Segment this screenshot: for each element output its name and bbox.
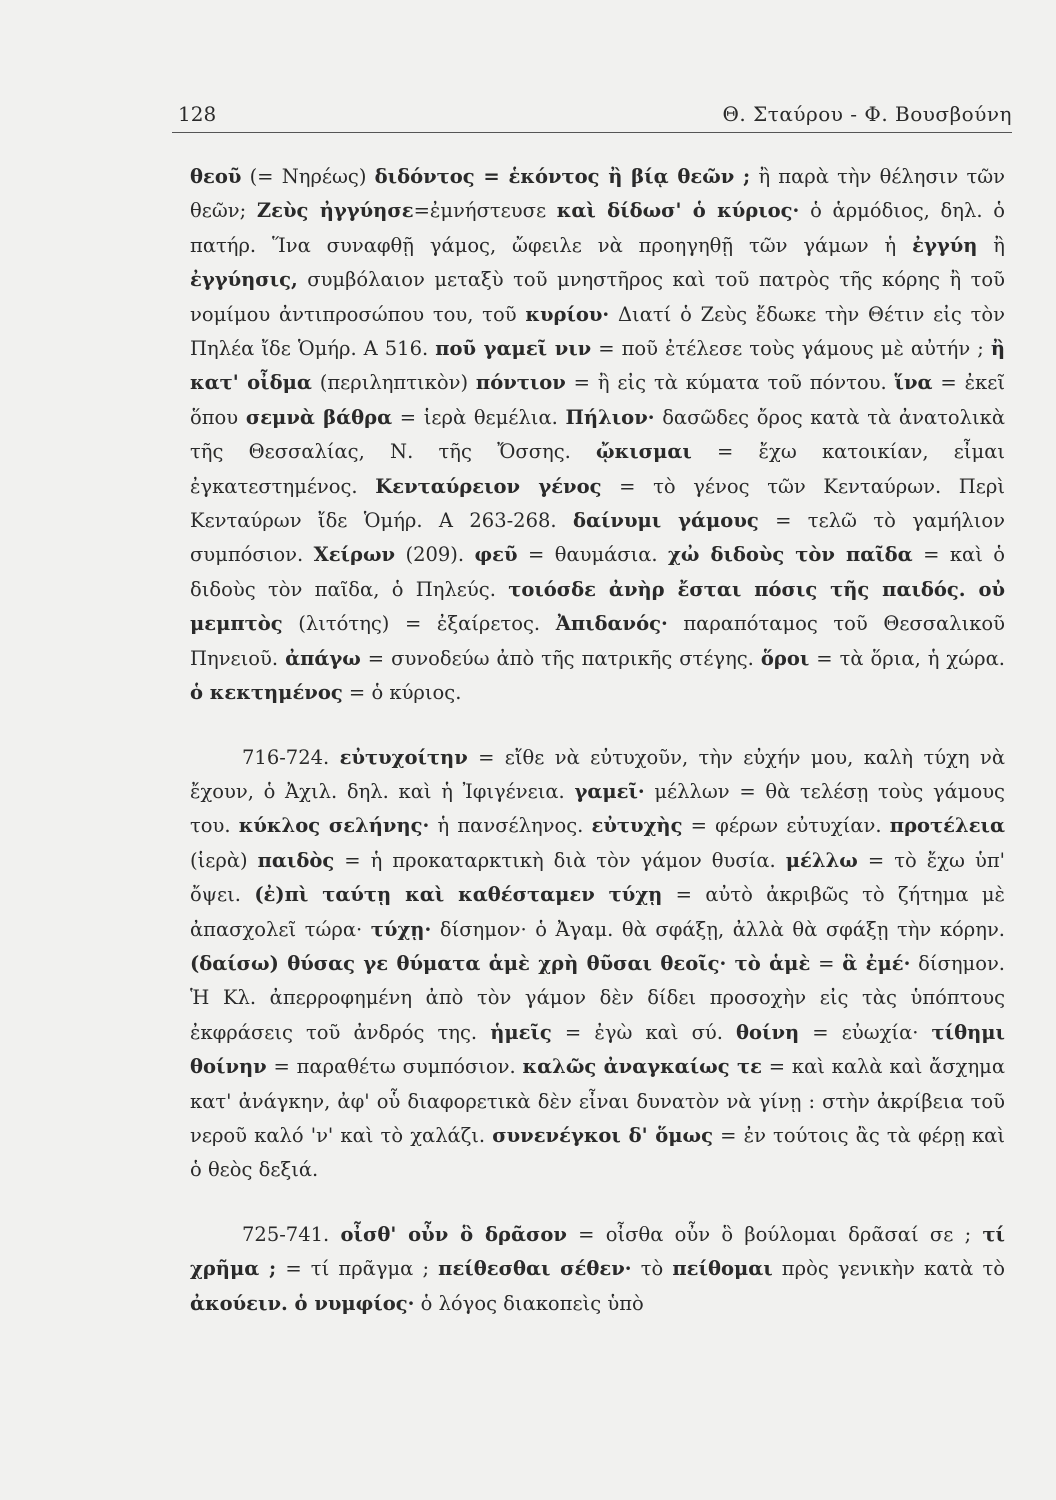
gloss-text: = ἱερὰ θεμέλια. <box>392 405 566 429</box>
gloss-text: 716-724. <box>242 745 340 769</box>
lemma: Χείρων <box>313 543 396 567</box>
lemma: Ζεὺς ἠγγύησε <box>256 199 414 223</box>
lemma: προτέλεια <box>889 814 1005 838</box>
gloss-text: = ἡ προκαταρκτικὴ διὰ τὸν γάμον θυσία. <box>334 848 786 872</box>
gloss-text: συμβόλαιον μεταξὺ τοῦ μνηστῆρος καὶ τοῦ πατρὸς τῆς κόρης ἢ τοῦ νομίμου ἀντιπροσώπου του, τοῦ <box>190 268 1005 326</box>
lemma: ἀκούειν. ὁ νυμφίος· <box>190 1291 415 1315</box>
lemma: οἶσθ' οὖν ὃ δρᾶσον <box>340 1222 567 1246</box>
gloss-text: πρὸς γενικὴν κατὰ τὸ <box>772 1257 1005 1281</box>
gloss-text: = καὶ ὁ διδοὺς τὸν παῖδα, ὁ Πηλεύς. <box>190 543 1005 601</box>
gloss-text: = καὶ καλὰ καὶ ἄσχημα κατ' ἀνάγκην, ἀφ' οὗ διαφορετικὰ δὲν εἶναι δυνατὸν νὰ γίνῃ : στὴν ἀκρίβεια τοῦ νεροῦ καλό 'ν' καὶ τὸ χαλάζι. <box>190 1055 1005 1147</box>
lemma: καὶ δίδωσ' ὁ κύριος· <box>556 199 800 223</box>
gloss-text: = αὐτὸ ἀκριβῶς τὸ ζήτημα μὲ ἀπασχολεῖ τώρα· <box>190 883 1005 941</box>
gloss-text: (περιληπτικὸν) <box>311 371 476 395</box>
lemma: ᾤκισμαι <box>596 440 692 464</box>
lemma: πείθεσθαι σέθεν· <box>438 1257 632 1281</box>
lemma: ὅροι <box>760 646 810 670</box>
gloss-text: Διατί ὁ Ζεὺς ἔδωκε τὴν Θέτιν εἰς τὸν Πηλέα ἴδε Ὁμήρ. Α 516. <box>190 302 1005 361</box>
lemma: καλῶς ἀναγκαίως τε <box>522 1055 762 1079</box>
paragraph-3 <box>190 1218 1005 1321</box>
gloss-text: = οἶσθα οὖν ὃ βούλομαι δρᾶσαί σε ; <box>566 1222 983 1246</box>
gloss-text: = εὐωχία· <box>799 1020 932 1044</box>
page-header <box>172 98 1012 133</box>
gloss-text: ἡ πανσέληνος. <box>429 814 592 838</box>
paragraph-1 <box>190 160 1005 711</box>
gloss-text: = φέρων εὐτυχίαν. <box>682 814 890 838</box>
lemma: ἐγγύησις, <box>190 268 298 292</box>
gloss-text: ὁ ἁρμόδιος, δηλ. ὁ πατήρ. Ἵνα συναφθῇ γάμος, ὤφειλε νὰ προηγηθῇ τῶν γάμων ἡ <box>190 199 1005 257</box>
gloss-text: = ποῦ ἐτέλεσε τοὺς γάμους μὲ αὐτήν ; <box>591 337 991 361</box>
lemma: ἐγγύη <box>912 233 978 257</box>
lemma: εὐτυχὴς <box>591 814 683 838</box>
lemma: δαίνυμι γάμους <box>572 509 759 533</box>
lemma: φεῦ <box>474 543 518 567</box>
lemma: τί χρῆμα ; <box>190 1222 1005 1281</box>
gloss-text: = ἐν τούτοις ἂς τὰ φέρῃ καὶ ὁ θεὸς δεξιά. <box>190 1123 1005 1182</box>
gloss-text: = ἢ εἰς τὰ κύματα τοῦ πόντου. <box>565 371 895 395</box>
gloss-text: ἢ παρὰ τὴν θέλησιν τῶν θεῶν; <box>190 165 1005 223</box>
lemma: πείθομαι <box>672 1257 773 1281</box>
gloss-text: (209). <box>395 543 475 567</box>
gloss-text: = εἴθε νὰ εὐτυχοῦν, τὴν εὐχήν μου, καλὴ τύχη νὰ ἔχουν, ὁ Ἀχιλ. δηλ. καὶ ἡ Ἰφιγένεια. <box>190 745 1005 803</box>
gloss-text: (λιτότης) = ἐξαίρετος. <box>282 612 556 636</box>
lemma: Ἀπιδανός· <box>555 612 668 636</box>
gloss-text: = <box>810 951 843 975</box>
gloss-text: παραπόταμος τοῦ Θεσσαλικοῦ Πηνειοῦ. <box>190 612 1005 670</box>
gloss-text: = τελῶ τὸ γαμήλιον συμπόσιον. <box>190 509 1006 567</box>
gloss-text: = ἔχω κατοικίαν, εἶμαι ἐγκατεστημένος. <box>190 440 1006 498</box>
lemma: γαμεῖ· <box>574 779 645 803</box>
lemma: μέλλω <box>785 848 858 872</box>
lemma: ἢ κατ' οἶδμα <box>190 337 1006 395</box>
lemma: θοίνη <box>736 1020 800 1044</box>
gloss-text: = παραθέτω συμπόσιον. <box>266 1055 523 1079</box>
lemma: κυρίου· <box>525 302 610 326</box>
lemma: (ἐ)πὶ ταύτῃ καὶ καθέσταμεν τύχῃ <box>254 883 663 907</box>
page-number: 128 <box>178 102 217 126</box>
gloss-text: (= Νηρέως) <box>241 165 375 188</box>
gloss-text: ἢ <box>977 233 1005 257</box>
gloss-text: = ἐγὼ καὶ σύ. <box>551 1020 737 1044</box>
gloss-text: ὁ λόγος διακοπεὶς ὑπὸ <box>414 1291 644 1315</box>
lemma: σεμνὰ βάθρα <box>245 405 393 429</box>
lemma: Πήλιον· <box>565 405 655 429</box>
lemma: εὐτυχοίτην <box>339 745 468 769</box>
gloss-text: = ἐκεῖ ὅπου <box>190 371 1005 429</box>
lemma: ἀπάγω <box>285 646 361 670</box>
gloss-text: δίσημον· ὁ Ἀγαμ. θὰ σφάξῃ, ἀλλὰ θὰ σφάξῃ τὴν κόρην. <box>431 917 1005 941</box>
gloss-text: δίσημον. Ἡ Κλ. ἀπερροφημένη ἀπὸ τὸν γάμον δὲν δίδει προσοχὴν εἰς τὰς ὑπόπτους ἐκφράσεις τοῦ ἀνδρός της. <box>190 951 1005 1044</box>
gloss-text: = τὰ ὅρια, ἡ χώρα. <box>809 646 1005 670</box>
lemma: παιδὸς <box>257 848 335 872</box>
lemma: χὠ διδοὺς τὸν παῖδα <box>668 543 913 567</box>
lemma: θεοῦ <box>190 165 242 188</box>
gloss-text: = τὸ γένος τῶν Κενταύρων. Περὶ Κενταύρων ἴδε Ὁμήρ. Α 263-268. <box>190 474 1006 533</box>
lemma: ὁ κεκτημένος <box>190 681 343 705</box>
gloss-text: τὸ <box>631 1257 673 1281</box>
lemma: ἵνα <box>894 371 933 395</box>
lemma: τύχῃ· <box>370 917 432 941</box>
gloss-text: = θαυμάσια. <box>517 543 669 567</box>
lemma: (δαίσω) θύσας γε θύματα ἁμὲ χρὴ θῦσαι θεοῖς· τὸ ἁμὲ <box>190 951 811 975</box>
paragraph-2 <box>190 741 1005 1188</box>
lemma: τοιόσδε ἀνὴρ ἔσται πόσις τῆς παιδός. οὐ μεμπτὸς <box>190 577 1006 636</box>
gloss-text: = τὸ ἔχω ὑπ' ὄψει. <box>190 848 1006 907</box>
gloss-text: μέλλων = θὰ τελέσῃ τοὺς γάμους του. <box>190 779 1005 838</box>
gloss-text: δασῶδες ὄρος κατὰ τὰ ἀνατολικὰ τῆς Θεσσαλίας, Ν. τῆς Ὄσσης. <box>190 405 1005 464</box>
lemma: κύκλος σελήνης· <box>238 814 430 838</box>
gloss-text: = συνοδεύω ἀπὸ τῆς πατρικῆς στέγης. <box>360 646 761 670</box>
running-head: Θ. Σταύρου - Φ. Βουσβούνη <box>722 102 1012 126</box>
lemma: πόντιον <box>475 371 566 395</box>
lemma: Κενταύρειον γένος <box>375 474 602 498</box>
lemma: ἡμεῖς <box>490 1020 552 1044</box>
gloss-text: = ὁ κύριος. <box>342 681 462 705</box>
gloss-text: = τί πρᾶγμα ; <box>276 1257 439 1281</box>
lemma: ἃ ἐμέ· <box>842 951 911 975</box>
gloss-text: =ἐμνήστευσε <box>413 199 557 223</box>
lemma: ποῦ γαμεῖ νιν <box>435 337 592 361</box>
gloss-text: 725-741. <box>242 1222 341 1246</box>
lemma: συνενέγκοι δ' ὅμως <box>492 1123 714 1147</box>
gloss-text: (ἱερὰ) <box>190 848 258 872</box>
lemma: διδόντος = ἑκόντος ἢ βίᾳ θεῶν ; <box>374 165 751 188</box>
lemma: τίθημι θοίνην <box>190 1020 1005 1079</box>
commentary-text <box>190 160 1005 1321</box>
